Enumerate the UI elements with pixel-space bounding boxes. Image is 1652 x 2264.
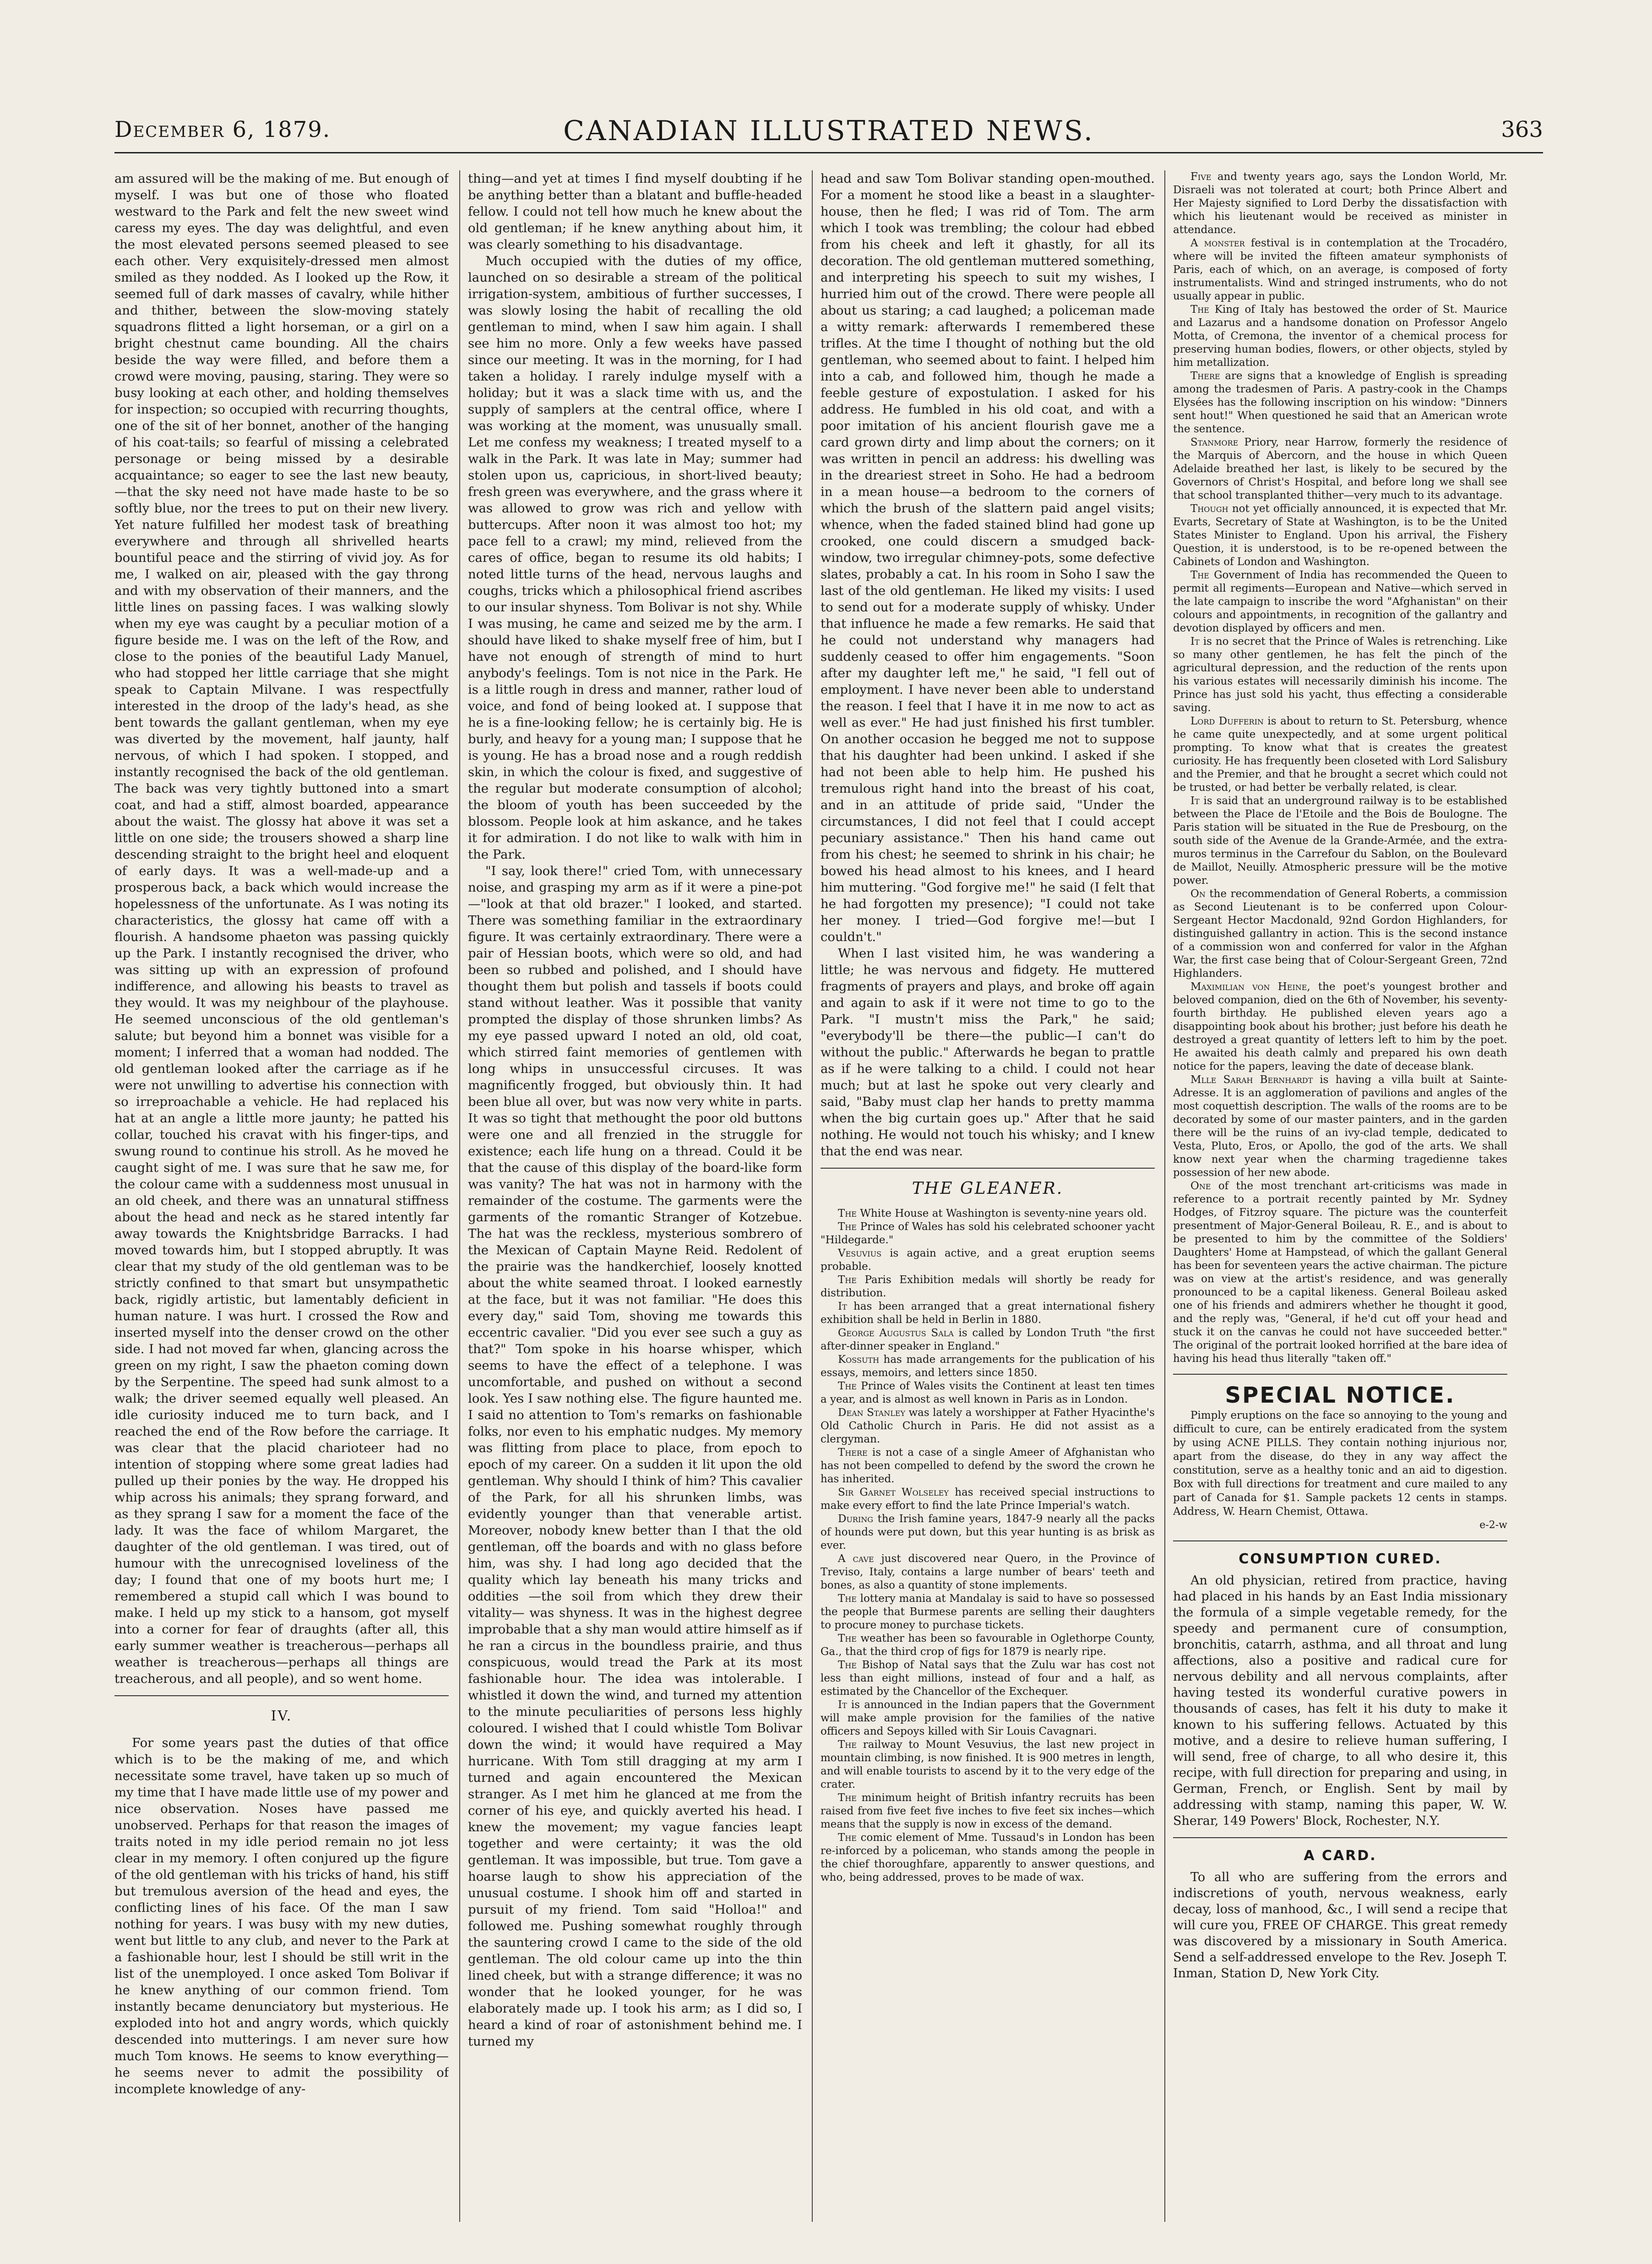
gleaner-item [821, 1207, 1155, 1220]
news-note-text: festival is in contemplation at the Trocadéro, where will be invited the fifteen amateur symphonists of Paris, each of which, on an average, is composed of forty instrumentalists. Wind and stringed instruments, who do not usually appear in public. [1173, 237, 1507, 302]
section-rule [1173, 1540, 1507, 1541]
news-note [1173, 1073, 1507, 1180]
gleaner-item [821, 1738, 1155, 1791]
news-note-text: is having a villa built at Sainte-Adresse. It is an agglomeration of pavilions and angles of the most coquettish description. The walls of the rooms are to be decorated by some of our master painters, and in the garden there will be the ruins of an ivy-clad temple, dedicated to Vesta, Pluto, Eros, or Apollo, the god of the arts. We shall know next year when the charming tragedienne takes possession of her new abode. [1173, 1074, 1507, 1179]
news-note-text: the poet's youngest brother and beloved companion, died on the 6th of November, his seventy-fourth birthday. He published eleven years ago a disappointing book about his brother; just before his death he destroyed a great quantity of letters left to him by the poet. He awaited his death calmly and prepared his own death notice for the papers, leaving the date of decease blank. [1173, 981, 1507, 1072]
gleaner-item [821, 1406, 1155, 1446]
gleaner-item-lead: Vesuvius [838, 1247, 882, 1259]
gleaner-item-text: railway to Mount Vesuvius, the last new project in mountain climbing, is now finished. It is 900 metres in length, and will enable tourists to ascend by it to the very edge of the crater. [821, 1739, 1155, 1791]
gleaner-item-lead: The [838, 1593, 857, 1605]
gleaner-item [821, 1274, 1155, 1300]
news-note-lead: A monster [1190, 237, 1245, 249]
gleaner-item-lead: During [838, 1513, 874, 1525]
gleaner-item [821, 1300, 1155, 1327]
news-note [1173, 569, 1507, 635]
news-note-text: not yet officially announced, it is expected that Mr. Evarts, Secretary of State at Washington, is to be the United States Minister to England. Upon his arrival, the Fishery Question, it is understood, is to be re-opened between the Cabinets of London and Washington. [1173, 503, 1507, 568]
gleaner-item-text: was lately a worshipper at Father Hyacinthe's Old Catholic Church in Paris. He did not assist as a clergyman. [821, 1407, 1155, 1445]
gleaner-item [821, 1353, 1155, 1380]
section-rule [1173, 1374, 1507, 1375]
gleaner-item-text: comic element of Mme. Tussaud's in London has been re-inforced by a policeman, who stands among the people in the chief thoroughfare, apparently to answer questions, and who, being addressed, proves to be made of wax. [821, 1832, 1155, 1883]
gleaner-item-text: just discovered near Quero, in the Province of Treviso, Italy, contains a large number of bears' teeth and bones, as also a quantity of stone implements. [821, 1553, 1155, 1591]
news-note [1173, 303, 1507, 370]
news-note-lead: It [1190, 795, 1200, 807]
gleaner-item [821, 1247, 1155, 1274]
gleaner-item-text: Paris Exhibition medals will shortly be ready for distribution. [821, 1274, 1155, 1299]
news-note [1173, 370, 1507, 436]
news-note-lead: The [1190, 569, 1209, 581]
story-paragraph: am assured will be the making of me. But enough of myself. I was but one of those who floated westward to the Park and felt the new sweet wind caress my eyes. The day was delightful, and even the most elevated persons seemed pleased to see each other. Very exquisitely-dressed men almost smiled as they nodded. As I looked up the Row, it seemed full of dark masses of cavalry, while hither and thither, between the slow-moving stately squadrons flitted a light horseman, or a girl on a bright chestnut came bounding. All the chairs beside the way were filled, and before them a crowd were moving, pausing, staring. They were so busy looking at each other, and holding themselves for inspection; so occupied with recurring thoughts, one of the sit of her bonnet, another of the hanging of his coat-tails; so fearful of missing a celebrated personage or being missed by a desirable acquaintance; so eager to see the last new beauty,—that the sky need not have made haste to be so softly blue, nor the trees to put on their new livery. Yet nature fulfilled her modest task of breathing everywhere and through all shrivelled hearts bountiful peace and the stirring of vivid joy. As for me, I walked on air, pleased with the gay throng and with my observation of their manners, and the little lines on passing faces. I was walking slowly when my eye was caught by a peculiar motion of a figure beside me. I was on the left of the Row, and close to the ponies of the beautiful Lady Manuel, who had stopped her little carriage that she might speak to Captain Milvane. I was respectfully interested in the droop of the lady's head, as she bent towards the gallant gentleman, when my eye was diverted by the movement, half jaunty, half nervous, of which I had spoken. I stopped, and instantly recognised the back of the old gentleman. The back was very tightly buttoned into a smart coat, and had a stiff, almost boarded, appearance about the waist. The glossy hat above it was set a little on one side; the trousers showed a sharp line descending straight to the bright heel and eloquent of early days. It was a well-made-up and a prosperous back, a back which would increase the hopelessness of the unfortunate. As I was noting its characteristics, the glossy hat came off with a flourish. A handsome phaeton was passing quickly up the Park. I instantly recognised the driver, who was sitting up with an expression of profound indifference, and allowing his beasts to travel as they would. It was my neighbour of the playhouse. He seemed unconscious of the old gentleman's salute; but beyond him a bonnet was visible for a moment; I inferred that a woman had nodded. The old gentleman looked after the carriage as if he were not unwilling to advertise his connection with so irreproachable a vehicle. He had replaced his hat at an angle a little more jaunty; he patted his collar, touched his cravat with his finger-tips, and swung round to continue his stroll. As he moved he caught sight of me. I was sure that he saw me, for the colour came with a suddenness most unusual in an old cheek, and there was an unnatural stiffness about the head and neck as he stared intently far away towards the Knightsbridge Barracks. I had moved towards him, but I stopped abruptly. It was clear that my study of the old gentleman was to be strictly confined to that smart but unsympathetic back, rigidly artistic, but lamentably deficient in human nature. I was hurt. I crossed the Row and inserted myself into the denser crowd on the other side. I had not moved far when, glancing across the green on my right, I saw the phaeton coming down by the Serpentine. The speed had sunk almost to a walk; the driver seemed equally well pleased. An idle curiosity induced me to turn back, and I reached the end of the Row before the carriage. It was clear that the placid charioteer had no intention of stopping where some great ladies had pulled up their ponies by the way. He dropped his whip across his animals; they sprang forward, and as they sprang I saw for a moment the face of the lady. It was the face of whilom Margaret, the daughter of the old gentleman. I was tired, out of humour with the unrecognised loveliness of the day; I found that one of my boots hurt me; I remembered a stupid call which I was bound to make. I held up my stick to a hansom, got myself into a corner for fear of draughts (after all, this early summer weather is treacherous—perhaps all weather is treacherous—perhaps all things are treacherous, and all people), and so went home. [114, 171, 449, 1686]
gleaner-item-text: is again active, and a great eruption seems probable. [821, 1247, 1155, 1273]
news-note-lead: It [1190, 636, 1200, 648]
news-note-text: Priory, near Harrow, formerly the residence of the Marquis of Abercorn, and the house in which Queen Adelaide breathed her last, is likely to be secured by the Governors of Christ's Hospital, and before long we shall see that school transplanted thither—very much to its advantage. [1173, 436, 1507, 501]
column-3 [821, 170, 1155, 2222]
gleaner-item-text: the Irish famine years, 1847-9 nearly all the packs of hounds were put down, but this year hunting is as brisk as ever. [821, 1513, 1155, 1551]
section-rule [1173, 1837, 1507, 1838]
gleaner-item [821, 1791, 1155, 1831]
story-paragraph: "I say, look there!" cried Tom, with unnecessary noise, and grasping my arm as if it were a pine-pot—"look at that old brazer." I looked, and started. There was something familiar in the extraordinary figure. It was certainly extraordinary. There were a pair of Hessian boots, which were so old, and had been so rubbed and polished, and I should have thought them but polish and tassels if boots could stand without leather. Was it possible that vanity prompted the display of those shrunken limbs? As my eye passed upward I noted an old, old coat, which stirred faint memories of gentlemen with long whips in unsuccessful circuses. It was magnificently frogged, but obviously thin. It had been blue all over, but was now very white in parts. It was so tight that methought the poor old buttons were one and all frenzied in the struggle for existence; each life hung on a thread. Could it be that the cause of this display of the board-like form was vanity? The hat was not in harmony with the remainder of the costume. The garments were the garments of the romantic Stranger of Kotzebue. The hat was the reckless, mysterious sombrero of the Mexican of Captain Mayne Reid. Redolent of the prairie was the handkerchief, loosely knotted about the white seamed throat. I looked earnestly at the face, but it was not familiar. "He does this every day," said Tom, shoving me towards this eccentric cavalier. "Did you ever see such a guy as that?" Tom spoke in his hoarse whisper, which seems to have the effect of a telephone. I was uncomfortable, and pushed on without a second look. Yes I saw nothing else. The figure haunted me. I said no attention to Tom's remarks on fashionable folks, nor even to his emphatic nudges. My memory was flitting from place to place, from epoch to epoch of my career. On a sudden it lit upon the old gentleman. Why should I think of him? This cavalier of the Park, for all his shrunken limbs, was evidently younger than that venerable artist. Moreover, nobody knew better than I that the old gentleman, off the boards and with no glass before him, was shy. I had long ago decided that the quality which lay beneath his many tricks and oddities —the soil from which they drew their vitality— was shyness. It was in the highest degree improbable that a shy man would attire himself as if he ran a circus in the boundless prairie, and thus conspicuous, would tread the Park at its most fashionable hour. The idea was intolerable. I whistled it down the wind, and turned my attention to the minute peculiarities of persons less highly coloured. I wished that I could whistle Tom Bolivar down the wind; it would have required a May hurricane. With Tom still dragging at my arm I turned and again encountered the Mexican stranger. As I met him he glanced at me from the corner of his eye, and quickly averted his head. I knew the movement; my vague fancies leapt together and were certainty; it was the old gentleman. It was impossible, but true. Tom gave a hoarse laugh to show his appreciation of the unusual costume. I shook him off and started in pursuit of my friend. Tom said "Holloa!" and followed me. Pushing somewhat roughly through the sauntering crowd I came to the side of the old gentleman. The old colour came up into the thin lined cheek, but with a strange difference; it was no wonder that he looked younger, for he was elaborately made up. I took his arm; as I did so, I heard a kind of roar of astonishment behind me. I turned my [468, 864, 802, 2049]
page-number: 363 [1501, 117, 1543, 142]
gleaner-item-text: lottery mania at Mandalay is said to have so possessed the people that Burmese parents are selling their daughters to procure money to purchase tickets. [821, 1593, 1155, 1631]
section-rule [821, 1168, 1155, 1169]
gleaner-item [821, 1513, 1155, 1552]
gleaner-item [821, 1486, 1155, 1513]
gleaner-item-lead: The [838, 1380, 857, 1392]
masthead [114, 117, 1543, 149]
gleaner-item-lead: The [838, 1832, 857, 1844]
gleaner-item-lead: It [838, 1699, 847, 1711]
card-heading: A CARD. [1304, 1848, 1377, 1864]
gleaner-list [821, 1207, 1155, 1884]
story-paragraph: When I last visited him, he was wandering a little; he was nervous and fidgety. He muttered fragments of prayers and plays, and broke off again and again to ask if it were not time to go to the Park. "I mustn't miss the Park," he said; "everybody'll be there—the public—I can't do without the public." Afterwards he began to prattle as if he were talking to a child. I could not hear much; but at last he spoke out very clearly and said, "Baby must clap her hands to pretty mamma when the big curtain goes up." After that he said nothing. He would not touch his whisky; and I knew that the end was near. [821, 946, 1155, 1159]
consumption-text: An old physician, retired from practice, having had placed in his hands by an East India missionary the formula of a simple vegetable remedy, for the speedy and permanent cure of consumption, bronchitis, catarrh, asthma, and all throat and lung affections, also a positive and radical cure for nervous debility and all nervous complaints, after having tested its wonderful curative powers in thousands of cases, has felt it his duty to make it known to his suffering fellows. Actuated by this motive, and a desire to relieve human suffering, I will send, free of charge, to all who desire it, this recipe, with full direction for preparing and using, in German, French, or English. Sent by mail by addressing with stamp, naming this paper, W. W. Sherar, 149 Powers' Block, Rochester, N.Y. [1173, 1573, 1507, 1828]
gleaner-item-text: weather has been so favourable in Oglethorpe County, Ga., that the third crop of figs for 1879 is nearly ripe. [821, 1633, 1155, 1658]
news-note [1173, 887, 1507, 980]
column-divider [1164, 170, 1165, 2222]
gleaner-item-text: Bishop of Natal says that the Zulu war has cost not less than eight millions, instead of four and a half, as estimated by the Chancellor of the Exchequer. [821, 1659, 1155, 1698]
gleaner-item-lead: Sir Garnet Wolseley [838, 1486, 949, 1498]
news-note-text: Government of India has recommended the Queen to permit all regiments—European and Native—which served in the late campaign to inscribe the word "Afghanistan" on their colours and appointments, in recognition of the gallantry and devotion displayed by officers and men. [1173, 569, 1507, 634]
news-note-lead: Though [1190, 503, 1228, 515]
gleaner-item-text: is not a case of a single Ameer of Afghanistan who has not been compelled to defend by the sword the crown he has inherited. [821, 1447, 1155, 1485]
section-heading-iv: IV. [271, 1708, 293, 1724]
gleaner-item [821, 1831, 1155, 1884]
gleaner-item-text: is announced in the Indian papers that the Government will make ample provision for the families of the native officers and Sepoys killed with Sir Louis Cavagnari. [821, 1699, 1155, 1737]
gleaner-item-lead: The [838, 1659, 857, 1671]
header-rule [114, 152, 1543, 153]
gleaner-item [821, 1220, 1155, 1247]
notes-list [1173, 170, 1507, 1366]
news-note-text: King of Italy has bestowed the order of St. Maurice and Lazarus and a handsome donation on Professor Angelo Motta, of Cremona, the inventor of a chemical process for preserving human bodies, flowers, or other objects, styled by him metallization. [1173, 304, 1507, 369]
column-2 [468, 170, 802, 2222]
news-note [1173, 436, 1507, 502]
gleaner-item [821, 1446, 1155, 1486]
gleaner-item-lead: Kossuth [838, 1354, 880, 1366]
news-note-lead: Five [1190, 171, 1212, 183]
gleaner-item-lead: It [838, 1301, 847, 1312]
gleaner-item [821, 1552, 1155, 1592]
special-notice-text: Pimply eruptions on the face so annoying to the young and difficult to cure, can be entirely eradicated from the system by using ACNE PILLS. They contain nothing injurious nor, apart from the disease, do they in any way affect the constitution, serve as a healthy tonic and an aid to digestion. Box with full directions for treatment and cure mailed to any part of Canada for $1. Sample packets 12 cents in stamps. Address, W. Hearn Chemist, Ottawa. [1173, 1410, 1507, 1518]
news-note [1173, 237, 1507, 303]
gleaner-item-lead: George Augustus Sala [838, 1327, 954, 1339]
gleaner-item-text: Prince of Wales has sold his celebrated schooner yacht "Hildegarde." [821, 1221, 1155, 1246]
gleaner-item-text: has been arranged that a great international fishery exhibition shall be held in Berlin in 1880. [821, 1301, 1155, 1326]
news-note [1173, 795, 1507, 887]
gleaner-item-text: White House at Washington is seventy-nine years old. [856, 1208, 1147, 1219]
consumption-heading: CONSUMPTION CURED. [1239, 1551, 1442, 1567]
gleaner-item-text: has made arrangements for the publication of his essays, memoirs, and letters since 1850. [821, 1354, 1155, 1379]
gleaner-item-text: minimum height of British infantry recruits has been raised from five feet five inches to five feet six inches—which means that the supply is now in excess of the demand. [821, 1792, 1155, 1830]
section-rule [114, 1695, 449, 1696]
gleaner-item [821, 1659, 1155, 1698]
gleaner-item-text: Prince of Wales visits the Continent at least ten times a year, and is almost as well known in Paris as in London. [821, 1380, 1155, 1405]
story-paragraph: thing—and yet at times I find myself doubting if he be anything better than a blatant and buffle-headed fellow. I could not tell how much he knew about the old gentleman; if he knew anything about him, it was clearly something to his disadvantage. [468, 171, 802, 252]
news-note-lead: The [1190, 304, 1209, 316]
gleaner-item-lead: The [838, 1633, 857, 1644]
card-text: To all who are suffering from the errors and indiscretions of youth, nervous weakness, early decay, loss of manhood, &c., I will send a recipe that will cure you, FREE OF CHARGE. This great remedy was discovered by a missionary in South America. Send a self-addressed envelope to the Rev. Joseph T. Inman, Station D, New York City. [1173, 1870, 1507, 1981]
gleaner-item-lead: The [838, 1739, 857, 1751]
news-note [1173, 502, 1507, 569]
gleaner-item-lead: The [838, 1792, 857, 1804]
news-note [1173, 635, 1507, 715]
gleaner-item-lead: There [838, 1447, 868, 1459]
special-notice-heading: SPECIAL NOTICE. [1225, 1382, 1456, 1408]
issue-date: December 6, 1879. [114, 117, 331, 142]
special-notice-code: e-2-w [1479, 1519, 1507, 1531]
news-note-text: the recommendation of General Roberts, a commission as Second Lieutenant is to be conferred upon Colour-Sergeant Hector Macdonald, 92nd Gordon Highlanders, for distinguished gallantry in action. This is the second instance of a commission won and conferred for valor in the Afghan War, the first case being that of Colour-Sergeant Green, 72nd Highlanders. [1173, 888, 1507, 980]
gleaner-item [821, 1632, 1155, 1659]
news-note-text: and twenty years ago, says the London World, Mr. Disraeli was not tolerated at court; both Prince Albert and Her Majesty signified to Lord Derby the dissatisfaction with which his lieutenant would be received as minister in attendance. [1173, 171, 1507, 236]
gleaner-item-text: is called by London Truth "the first after-dinner speaker in England." [821, 1327, 1155, 1352]
news-note [1173, 980, 1507, 1073]
story-paragraph: For some years past the duties of that office which is to be the making of me, and which necessitate some travel, have taken up so much of my time that I have made little use of my power and nice observation. Noses have passed me unobserved. Perhaps for that reason the images of traits noted in my idle period remain no jot less clear in my memory. I often conjured up the figure of the old gentleman with his tricks of hand, his stiff but tremulous aversion of the head and eyes, the conflicting lines of his face. Of the man I saw nothing for years. I was busy with my new duties, went but little to any club, and never to the Park at a fashionable hour, lest I should be still writ in the list of the unemployed. I once asked Tom Bolivar if he knew anything of our common friend. Tom instantly became denunciatory but mysterious. He exploded into hot and angry words, which quickly descended into mutterings. I am never sure how much Tom knows. He seems to know everything—he seems never to admit the possibility of incomplete knowledge of any- [114, 1736, 449, 2096]
gleaner-item-lead: The [838, 1221, 857, 1233]
gleaner-item-lead: A cave [838, 1553, 874, 1565]
gleaner-heading: THE GLEANER. [912, 1179, 1064, 1198]
gleaner-item [821, 1592, 1155, 1632]
news-note-lead: There [1190, 370, 1220, 382]
column-1 [114, 170, 449, 2222]
column-4 [1173, 170, 1507, 2222]
gleaner-item [821, 1380, 1155, 1406]
news-note-lead: Stanmore [1190, 436, 1239, 448]
story-paragraph: head and saw Tom Bolivar standing open-mouthed. For a moment he stood like a beast in a slaughter-house, then he fled; I was rid of Tom. The arm which I took was trembling; the colour had ebbed from his cheek and left it ghastly, for all its decoration. The old gentleman muttered something, and interpreting his speech to suit my wishes, I hurried him out of the crowd. There were people all about us staring; a cad laughed; a policeman made a witty remark: afterwards I remembered these trifles. At the time I thought of nothing but the old gentleman, who seemed about to faint. I helped him into a cab, and followed him, though he made a feeble gesture of expostulation. I asked for his address. He fumbled in his old coat, and with a poor imitation of his ancient flourish gave me a card grown dirty and limp about the corners; on it was written in pencil an address: his dwelling was in the dreariest street in Soho. He had a bedroom in a mean house—a bedroom to the corners of which the brush of the slattern paid angel visits; whence, when the faded stained blind had gone up crooked, one could discern a smudged back-window, two irregular chimney-pots, some defective slates, probably a cat. In his room in Soho I saw the last of the old gentleman. He liked my visits: I used to send out for a moderate supply of whisky. Under that influence he made a few remarks. He said that he could not understand why managers had suddenly ceased to offer him engagements. "Soon after my daughter left me," he said, "I fell out of employment. I have never been able to understand the reason. I feel that I have it in me now to act as well as ever." He had just finished his first tumbler. On another occasion he begged me not to suppose that his daughter had been unkind. I asked if she had not been able to help him. He pushed his tremulous right hand into the breast of his coat, and in an attitude of pride said, "Under the circumstances, I did not feel that I could accept pecuniary assistance." Then his hand came out from his chest; he seemed to shrink in his chair; he bowed his head almost to his knees, and I heard him muttering. "God forgive me!" he said (I felt that he had forgotten my presence); "I could not take her money. I tried—God forgive me!—but I couldn't." [821, 171, 1155, 944]
news-note-text: are signs that a knowledge of English is spreading among the tradesmen of Paris. A pastry-cook in the Champs Elysées has the following inscription on his window: "Dinners sent hout!" When questioned he said that an American wrote the sentence. [1173, 370, 1507, 435]
gleaner-item [821, 1327, 1155, 1353]
news-note-lead: Mlle Sarah Bernhardt [1190, 1074, 1313, 1086]
gleaner-item-text: has received special instructions to make every effort to find the late Prince Imperial's watch. [821, 1486, 1155, 1512]
newspaper-title: CANADIAN ILLUSTRATED NEWS. [563, 115, 1094, 147]
news-note-lead: Lord Dufferin [1190, 715, 1264, 727]
column-divider [812, 170, 813, 2222]
news-note-lead: On [1190, 888, 1206, 900]
story-paragraph: Much occupied with the duties of my office, launched on so desirable a stream of the political irrigation-system, ambitious of further successes, I was slowly losing the habit of recalling the old gentleman to mind, when I saw him again. I shall see him no more. Only a few weeks have passed since our meeting. It was in the morning, for I had taken a holiday. I rarely indulge myself with a holiday; but it was a slack time with us, and the supply of samplers at the central office, where I was working at the moment, was unusually small. Let me confess my weakness; I treated myself to a walk in the Park. It was late in May; summer had stolen upon us, capricious, in short-lived beauty; fresh green was everywhere, and the grass where it was allowed to grow was rich and yellow with buttercups. After noon it was almost too hot; my pace fell to a crawl; my mind, relieved from the cares of office, began to resume its old habits; I noted little turns of the head, nervous laughs and coughs, tricks which a philosophical friend ascribes to our insular shyness. Tom Bolivar is not shy. While I was musing, he came and seized me by the arm. I should have liked to shake myself free of him, but I have not enough of strength of mind to hurt anybody's feelings. Tom is not nice in the Park. He is a little rough in dress and manner, rather loud of voice, and fond of being looked at. I suppose that he is a fine-looking fellow; he is certainly big. He is burly, and heavy for a young man; I suppose that he is young. He has a broad nose and a rough reddish skin, in which the colour is fixed, and suggestive of the regular but moderate consumption of alcohol; the bloom of youth has been succeeded by the blossom. People look at him askance, and he takes it for admiration. I do not like to walk with him in the Park. [468, 254, 802, 862]
news-note [1173, 715, 1507, 795]
gleaner-item-lead: The [838, 1208, 857, 1219]
news-note-lead: One [1190, 1180, 1211, 1192]
gleaner-item-lead: Dean Stanley [838, 1407, 906, 1419]
news-note-lead: Maximilian von Heine, [1190, 981, 1310, 993]
news-note [1173, 1180, 1507, 1366]
gleaner-item [821, 1698, 1155, 1738]
news-note-text: of the most trenchant art-criticisms was made in reference to a portrait recently painted by Mr. Sydney Hodges, of Fitzroy square. The picture was the counterfeit presentment of Major-General Boileau, R. E., and is about to be presented to him by the committee of the Soldiers' Daughters' Home at Hampstead, of which the gallant General has been for seventeen years the active chairman. The picture was on view at the artist's residence, and was generally pronounced to be a capital likeness. General Boileau asked one of his friends and admirers whether he thought it good, and the reply was, "General, if he'd cut off your head and stuck it on the canvas he could not have succeeded better." The original of the portrait looked horrified at the bare idea of having his head thus literally "taken off." [1173, 1180, 1507, 1365]
news-note [1173, 170, 1507, 237]
gleaner-item-lead: The [838, 1274, 857, 1286]
column-divider [459, 170, 460, 2222]
news-note-text: is said that an underground railway is to be established between the Place de l'Etoile and the Bois de Boulogne. The Paris station will be situated in the Rue de Presbourg, on the south side of the Avenue de la Grande-Armée, and the extra-muros terminus in the Carrefour du Sablon, on the Boulevard de Maillot, Neuilly. Atmospheric pressure will be the motive power. [1173, 795, 1507, 887]
news-note-text: is about to return to St. Petersburg, whence he came quite unexpectedly, and at some urgent political prompting. To know what that is creates the greatest curiosity. He has frequently been closeted with Lord Salisbury and the Premier, and that he brought a secret which could not be trusted, or had better be verbally related, is clear. [1173, 715, 1507, 794]
news-note-text: is no secret that the Prince of Wales is retrenching. Like so many other gentlemen, he has felt the pinch of the agricultural depression, and the reduction of the rents upon his various estates will necessarily diminish his income. The Prince has just sold his yacht, thus effecting a considerable saving. [1173, 636, 1507, 714]
